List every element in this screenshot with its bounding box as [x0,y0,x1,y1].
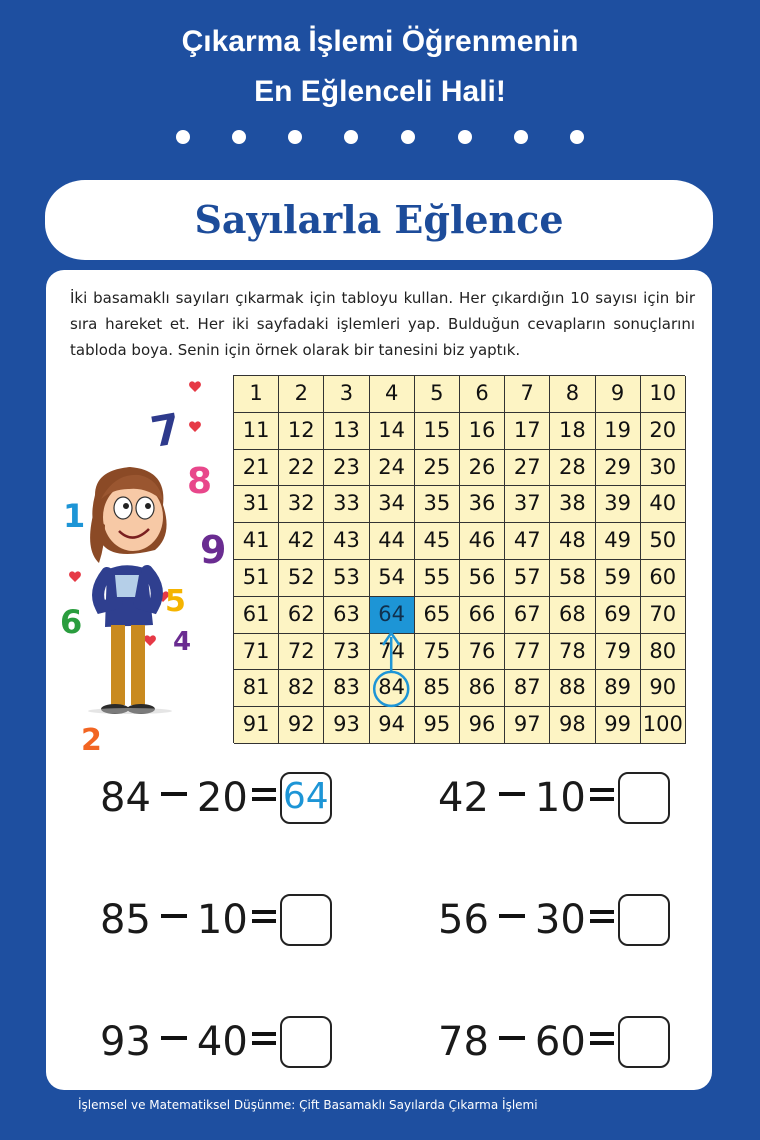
heart-icon [189,421,201,432]
hundred-chart [233,375,685,743]
dot [458,130,472,144]
equation-6 [438,1012,670,1068]
grid-cell[interactable]: 11 [234,413,279,450]
equation-4 [438,890,670,946]
dot [232,130,246,144]
decor-number: 7 [147,403,185,458]
heart-icon [144,635,156,646]
grid-cell[interactable]: 24 [370,450,415,487]
grid-cell[interactable]: 26 [460,450,505,487]
decor-number: 9 [200,528,227,572]
grid-cell[interactable]: 74 [370,634,415,671]
grid-cell[interactable]: 50 [641,523,686,560]
subtrahend: 20 [196,775,248,821]
equation-1 [100,768,332,824]
equals-sign [252,905,276,928]
minuend: 78 [438,1019,489,1065]
answer-box[interactable] [618,772,670,824]
grid-cell[interactable]: 72 [279,634,324,671]
minuend: 84 [100,775,151,821]
grid-cell[interactable]: 84 [370,670,415,707]
grid-cell[interactable]: 53 [324,560,369,597]
minuend: 85 [100,897,151,943]
subtrahend: 60 [534,1019,586,1065]
grid-cell[interactable]: 49 [596,523,641,560]
grid-cell[interactable]: 6 [460,376,505,413]
equals-sign [590,1027,614,1050]
grid-cell[interactable]: 83 [324,670,369,707]
grid-cell[interactable]: 21 [234,450,279,487]
heart-icon [189,381,201,392]
grid-cell[interactable]: 100 [641,707,686,744]
grid-cell[interactable]: 13 [324,413,369,450]
dot-divider [0,130,760,150]
grid-cell[interactable]: 31 [234,486,279,523]
grid-cell[interactable]: 69 [596,597,641,634]
grid-cell[interactable]: 17 [505,413,550,450]
grid-cell[interactable]: 75 [415,634,460,671]
grid-cell[interactable]: 87 [505,670,550,707]
grid-cell[interactable]: 32 [279,486,324,523]
grid-cell[interactable]: 35 [415,486,460,523]
grid-cell[interactable]: 9 [596,376,641,413]
decor-number: 1 [63,497,86,535]
equals-sign [252,1027,276,1050]
grid-cell[interactable]: 25 [415,450,460,487]
subtrahend: 10 [196,897,248,943]
grid-cell[interactable]: 73 [324,634,369,671]
grid-cell[interactable]: 77 [505,634,550,671]
answer-box[interactable] [618,1016,670,1068]
dot [176,130,190,144]
minuend: 42 [438,775,489,821]
dot [514,130,528,144]
girl-illustration [55,375,240,755]
header-title-line2: En Eğlenceli Hali! [254,75,506,108]
grid-cell[interactable]: 18 [550,413,595,450]
answer-box[interactable] [280,1016,332,1068]
grid-cell[interactable]: 28 [550,450,595,487]
dot [288,130,302,144]
grid-cell[interactable]: 52 [279,560,324,597]
minus-sign [499,792,525,796]
grid-cell[interactable]: 94 [370,707,415,744]
grid-cell[interactable]: 30 [641,450,686,487]
answer-box[interactable]: 64 [280,772,332,824]
decor-number: 2 [81,723,102,755]
grid-cell[interactable]: 29 [596,450,641,487]
heart-icon [69,571,81,582]
grid-cell[interactable]: 7 [505,376,550,413]
decor-number: 4 [173,627,192,657]
equals-sign [590,905,614,928]
grid-cell[interactable]: 19 [596,413,641,450]
grid-cell[interactable]: 41 [234,523,279,560]
minus-sign [161,1036,187,1040]
grid-cell[interactable]: 47 [505,523,550,560]
grid-cell[interactable]: 93 [324,707,369,744]
grid-cell[interactable]: 67 [505,597,550,634]
grid-cell[interactable]: 36 [460,486,505,523]
decor-number: 8 [187,461,213,502]
decor-number: 6 [60,603,83,641]
grid-cell[interactable]: 97 [505,707,550,744]
grid-cell[interactable]: 10 [641,376,686,413]
grid-cell[interactable]: 82 [279,670,324,707]
grid-cell[interactable]: 40 [641,486,686,523]
minuend: 56 [438,897,489,943]
grid-cell[interactable]: 22 [279,450,324,487]
minus-sign [499,914,525,918]
minus-sign [161,792,187,796]
grid-cell[interactable]: 66 [460,597,505,634]
grid-cell[interactable]: 54 [370,560,415,597]
grid-cell[interactable]: 80 [641,634,686,671]
grid-cell[interactable]: 98 [550,707,595,744]
grid-cell[interactable]: 4 [370,376,415,413]
grid-cell[interactable]: 43 [324,523,369,560]
equals-sign [590,783,614,806]
grid-cell[interactable]: 16 [460,413,505,450]
grid-cell[interactable]: 58 [550,560,595,597]
grid-cell[interactable]: 88 [550,670,595,707]
grid-cell[interactable]: 8 [550,376,595,413]
grid-cell[interactable]: 23 [324,450,369,487]
grid-cell[interactable]: 20 [641,413,686,450]
grid-cell[interactable]: 56 [460,560,505,597]
subtrahend: 10 [534,775,586,821]
grid-cell[interactable]: 70 [641,597,686,634]
minus-sign [499,1036,525,1040]
grid-cell[interactable]: 79 [596,634,641,671]
grid-cell[interactable]: 42 [279,523,324,560]
grid-cell[interactable]: 90 [641,670,686,707]
grid-cell[interactable]: 59 [596,560,641,597]
instructions-text: İki basamaklı sayıları çıkarmak için tabloyu kullan. Her çıkardığın 10 sayısı için bir sıra hareket et. Her iki sayfadaki işlemleri yap. Bulduğun cevapların sonuçlarını tabloda boya. Senin için örnek olarak bir tanesini biz yaptık. [70,289,695,359]
grid-cell[interactable]: 3 [324,376,369,413]
minuend: 93 [100,1019,151,1065]
title-ribbon [45,180,713,260]
grid-cell[interactable]: 2 [279,376,324,413]
grid-cell[interactable]: 95 [415,707,460,744]
subtrahend: 40 [196,1019,248,1065]
grid-cell[interactable]: 15 [415,413,460,450]
grid-cell[interactable]: 14 [370,413,415,450]
grid-cell[interactable]: 57 [505,560,550,597]
dot [570,130,584,144]
grid-cell[interactable]: 38 [550,486,595,523]
grid-cell[interactable]: 91 [234,707,279,744]
grid-cell[interactable]: 37 [505,486,550,523]
grid-cell[interactable]: 86 [460,670,505,707]
grid-cell[interactable]: 33 [324,486,369,523]
grid-cell[interactable]: 96 [460,707,505,744]
grid-cell[interactable]: 34 [370,486,415,523]
answer-box[interactable] [280,894,332,946]
grid-cell[interactable]: 12 [279,413,324,450]
grid-cell[interactable]: 51 [234,560,279,597]
dot [401,130,415,144]
grid-cell[interactable]: 68 [550,597,595,634]
grid-cell[interactable]: 44 [370,523,415,560]
grid-cell[interactable]: 65 [415,597,460,634]
decor-number: 5 [165,584,186,619]
footer-text: İşlemsel ve Matematiksel Düşünme: Çift Basamaklı Sayılarda Çıkarma İşlemi [78,1098,538,1112]
grid-cell[interactable]: 76 [460,634,505,671]
grid-cell[interactable]: 71 [234,634,279,671]
grid-cell[interactable]: 5 [415,376,460,413]
grid-cell[interactable]: 63 [324,597,369,634]
grid-cell[interactable]: 99 [596,707,641,744]
grid-cell[interactable]: 92 [279,707,324,744]
grid-cell[interactable]: 45 [415,523,460,560]
grid-cell[interactable]: 55 [415,560,460,597]
grid-cell[interactable]: 46 [460,523,505,560]
grid-cell[interactable]: 62 [279,597,324,634]
grid-cell[interactable]: 48 [550,523,595,560]
grid-cell[interactable]: 1 [234,376,279,413]
grid-cell[interactable]: 27 [505,450,550,487]
grid-cell[interactable]: 89 [596,670,641,707]
grid-cell[interactable]: 78 [550,634,595,671]
answer-box[interactable] [618,894,670,946]
section-title: Sayılarla Eğlence [194,197,564,242]
grid-cell[interactable]: 39 [596,486,641,523]
grid-cell[interactable]: 85 [415,670,460,707]
dot [344,130,358,144]
header-title-line1: Çıkarma İşlemi Öğrenmenin [181,25,579,58]
equals-sign [252,783,276,806]
grid-cell[interactable]: 60 [641,560,686,597]
subtrahend: 30 [534,897,586,943]
grid-cell[interactable]: 64 [370,597,415,634]
equation-2 [438,768,670,824]
minus-sign [161,914,187,918]
grid-cell[interactable]: 81 [234,670,279,707]
equation-5 [100,1012,332,1068]
equation-3 [100,890,332,946]
grid-cell[interactable]: 61 [234,597,279,634]
